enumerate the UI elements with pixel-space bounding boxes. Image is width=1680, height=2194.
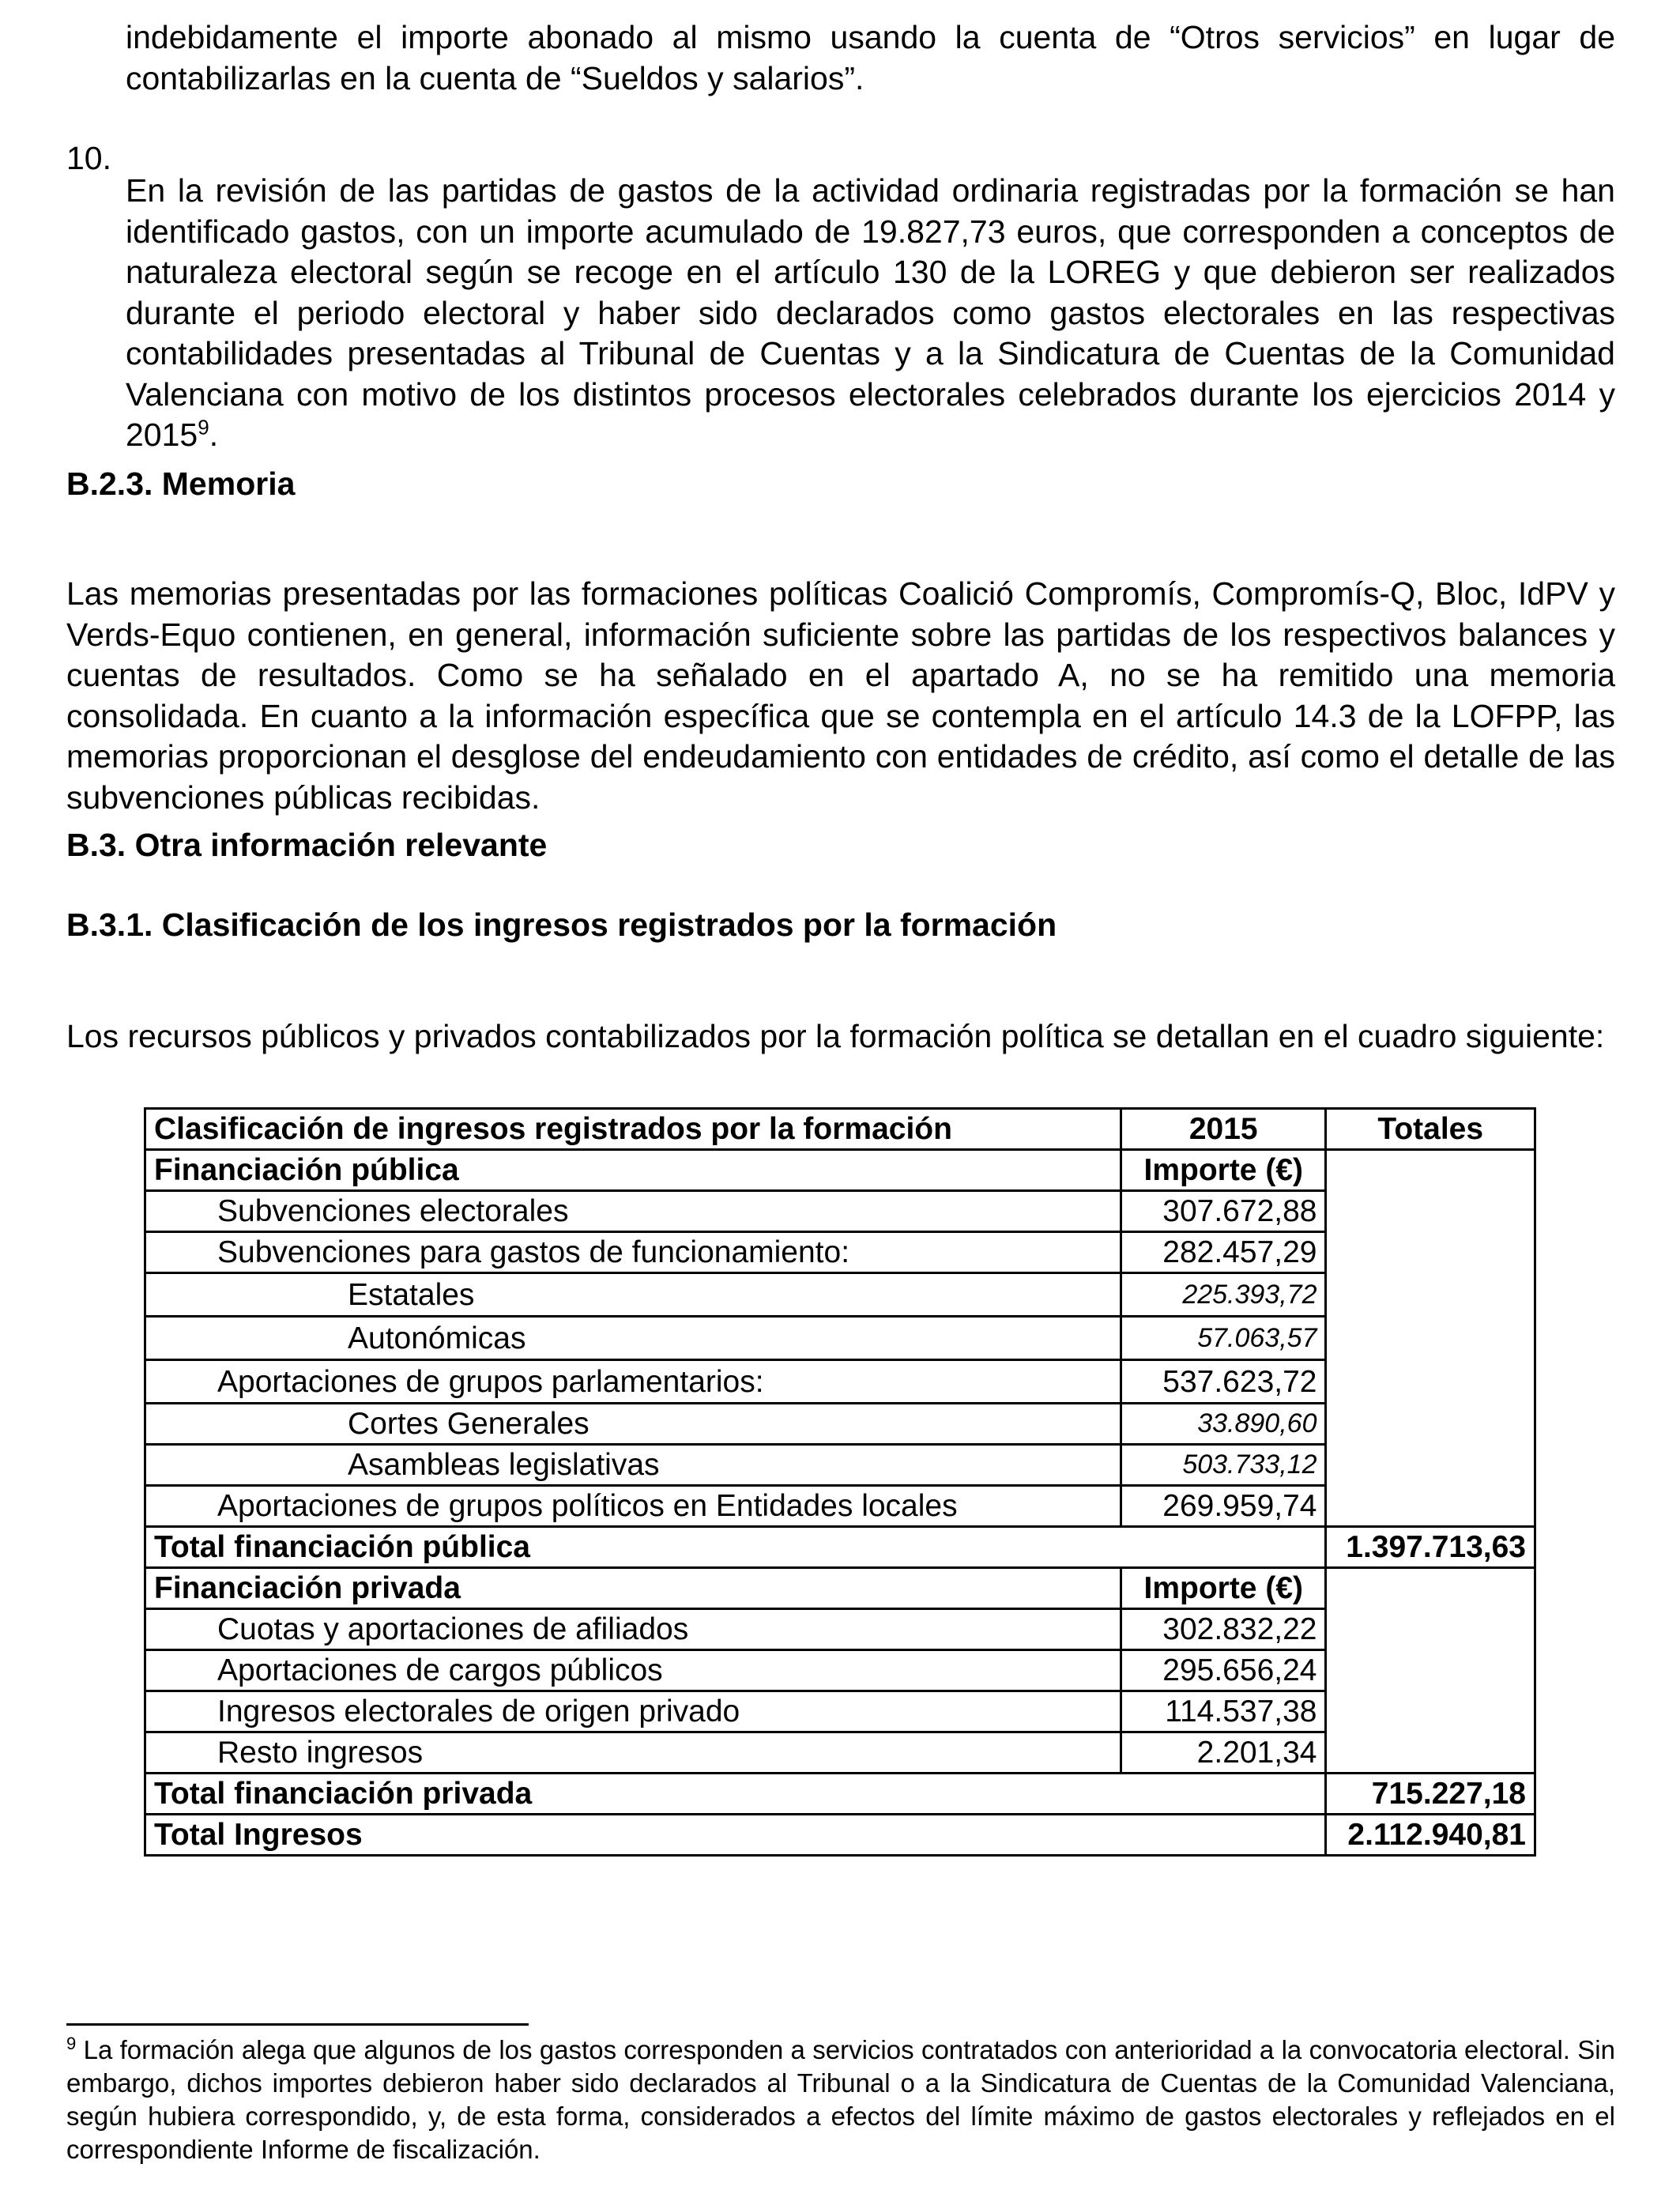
heading-memoria: B.2.3. Memoria	[66, 466, 296, 502]
row-value: 269.959,74	[1121, 1486, 1326, 1527]
footnote-text: La formación alega que algunos de los gastos corresponden a servicios contratados con anterioridad a la convocatoria electoral. Sin embargo, dichos importes debieron haber sido declarados al Tribunal o a la Sindicatura de Cuentas de la Comunidad Valenciana, según hubiera correspondido, y, de esta forma, considerados a efectos del límite máximo de gastos electorales y reflejados en el correspondiente Informe de fiscalización.	[66, 2035, 1615, 2164]
private-title-row	[145, 1568, 1535, 1609]
row-value: 307.672,88	[1121, 1191, 1326, 1232]
footnote	[66, 2034, 1615, 2166]
heading-otra-informacion: B.3. Otra información relevante	[66, 827, 548, 863]
totals-blank-cell	[1326, 1150, 1535, 1527]
row-value: 282.457,29	[1121, 1232, 1326, 1273]
row-label: Aportaciones de grupos parlamentarios:	[145, 1360, 1121, 1404]
row-value: 33.890,60	[1121, 1404, 1326, 1445]
row-label: Subvenciones para gastos de funcionamiento:	[145, 1232, 1121, 1273]
public-unit-cell: Importe (€)	[1121, 1150, 1326, 1191]
row-label: Estatales	[145, 1273, 1121, 1317]
row-value: 225.393,72	[1121, 1273, 1326, 1317]
row-label: Cortes Generales	[145, 1404, 1121, 1445]
private-unit-cell: Importe (€)	[1121, 1568, 1326, 1609]
row-label: Aportaciones de grupos políticos en Entidades locales	[145, 1486, 1121, 1527]
public-total-row	[145, 1527, 1535, 1568]
public-title-cell: Financiación pública	[145, 1150, 1121, 1191]
private-total-value: 715.227,18	[1326, 1774, 1535, 1815]
continuation-paragraph: indebidamente el importe abonado al mismo usando la cuenta de “Otros servicios” en lugar de contabilizarlas en la cuenta de “Sueldos y salarios”.	[126, 19, 1615, 96]
public-title-row	[145, 1150, 1535, 1191]
row-label: Aportaciones de cargos públicos	[145, 1650, 1121, 1691]
private-title-cell: Financiación privada	[145, 1568, 1121, 1609]
row-label: Ingresos electorales de origen privado	[145, 1691, 1121, 1732]
row-value: 57.063,57	[1121, 1317, 1326, 1360]
private-total-label: Total financiación privada	[145, 1774, 1326, 1815]
row-label: Asambleas legislativas	[145, 1445, 1121, 1486]
list-item-number: 10.	[66, 140, 111, 176]
footnote-reference[interactable]: 9	[198, 415, 209, 439]
footnote-marker: 9	[66, 2034, 77, 2053]
public-total-value: 1.397.713,63	[1326, 1527, 1535, 1568]
grand-total-label: Total Ingresos	[145, 1815, 1326, 1856]
row-value: 295.656,24	[1121, 1650, 1326, 1691]
row-value: 114.537,38	[1121, 1691, 1326, 1732]
grand-total-row	[145, 1815, 1535, 1856]
row-value: 503.733,12	[1121, 1445, 1326, 1486]
row-label: Subvenciones electorales	[145, 1191, 1121, 1232]
grand-total-value: 2.112.940,81	[1326, 1815, 1535, 1856]
row-label: Autonómicas	[145, 1317, 1121, 1360]
private-total-row	[145, 1774, 1535, 1815]
header-year-cell: 2015	[1121, 1109, 1326, 1150]
header-label-cell: Clasificación de ingresos registrados por la formación	[145, 1109, 1121, 1150]
list-item-text: En la revisión de las partidas de gastos de la actividad ordinaria registradas por la formación se han identificado gastos, con un importe acumulado de 19.827,73 euros, que corresponden a conceptos de naturaleza electoral según se recoge en el artículo 130 de la LOREG y que debieron ser realizados durante el periodo electoral y haber sido declarados como gastos electorales en las respectivas contabilidades presentadas al Tribunal de Cuentas y a la Sindicatura de Cuentas de la Comunidad Valenciana con motivo de los distintos procesos electorales celebrados durante los ejercicios 2014 y 2015$^9$.	[126, 172, 1615, 453]
table-intro-paragraph: Los recursos públicos y privados contabilizados por la formación política se detallan en el cuadro siguiente:	[66, 1018, 1605, 1054]
public-total-label: Total financiación pública	[145, 1527, 1326, 1568]
row-label: Resto ingresos	[145, 1732, 1121, 1774]
heading-clasificacion: B.3.1. Clasificación de los ingresos registrados por la formación	[66, 907, 1057, 943]
totals-blank-cell	[1326, 1568, 1535, 1774]
table-header-row	[145, 1109, 1535, 1150]
list-item-10	[66, 138, 1615, 488]
row-label: Cuotas y aportaciones de afiliados	[145, 1609, 1121, 1650]
income-classification-table	[144, 1107, 1536, 1857]
memoria-paragraph: Las memorias presentadas por las formaciones políticas Coalició Compromís, Compromís-Q, Bloc, IdPV y Verds-Equo contienen, en general, información suficiente sobre las partidas de los respectivos balances y cuentas de resultados. Como se ha señalado en el apartado A, no se ha remitido una memoria consolidada. En cuanto a la información específica que se contempla en el artículo 14.3 de la LOFPP, las memorias proporcionan el desglose del endeudamiento con entidades de crédito, así como el detalle de las subvenciones públicas recibidas.	[66, 575, 1615, 816]
footnote-divider	[66, 2023, 529, 2026]
header-totals-cell: Totales	[1326, 1109, 1535, 1150]
row-value: 2.201,34	[1121, 1732, 1326, 1774]
row-value: 537.623,72	[1121, 1360, 1326, 1404]
row-value: 302.832,22	[1121, 1609, 1326, 1650]
